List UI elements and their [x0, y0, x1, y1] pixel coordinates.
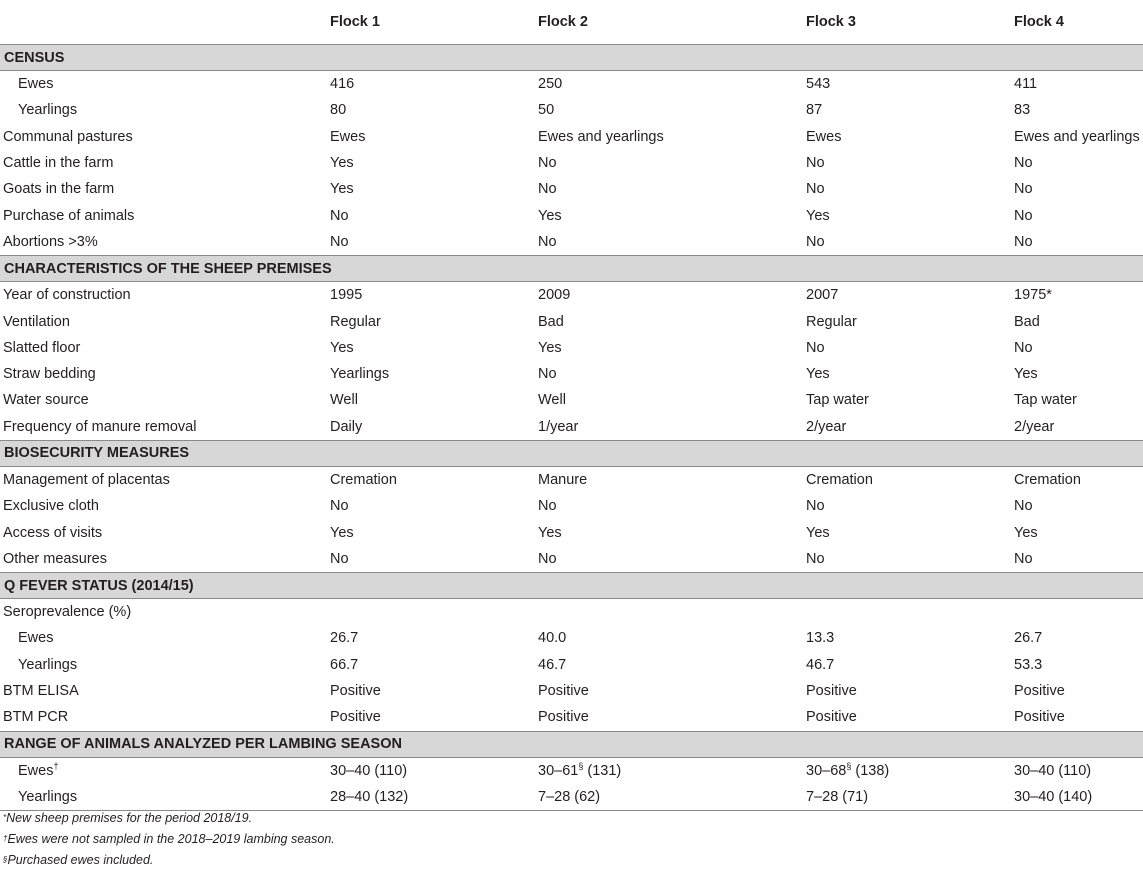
cell-flock-1: Positive: [330, 709, 381, 726]
cell-flock-4: 30–40 (140): [1014, 784, 1143, 811]
cell-flock-1: Cremation: [330, 472, 397, 488]
cell-flock-1: 1995: [330, 287, 363, 304]
cell-flock-4: 411: [1014, 76, 1038, 93]
table-row: [0, 546, 1143, 573]
cell-flock-4: Positive: [1014, 709, 1065, 726]
row-label-text: Purchase of animals: [3, 207, 135, 224]
cell-flock-4: 2/year: [1014, 418, 1055, 435]
cell-flock-4: 53.3: [1014, 656, 1043, 673]
cell-flock-1: No: [330, 207, 349, 224]
cell-flock-2: No: [538, 155, 557, 172]
cell-flock-1: Daily: [330, 418, 363, 435]
cell-flock-1: Yes: [330, 339, 354, 356]
section-header-row: [0, 731, 1143, 757]
table-row: [0, 361, 1143, 387]
cell-flock-1: 80: [330, 102, 347, 119]
cell-flock-1: Positive: [330, 683, 381, 700]
footnote-text: Ewes were not sampled in the 2018–2019 lambing season.: [7, 832, 335, 846]
table-row: [0, 784, 1143, 811]
footnote-mark: †: [3, 834, 8, 843]
row-label: [0, 361, 330, 387]
cell-flock-2: 7–28 (62): [538, 784, 806, 811]
table-row: [0, 202, 1143, 228]
cell-flock-1: Yes: [330, 181, 354, 198]
cell-flock-3: 2007: [806, 287, 839, 304]
row-label-text: Management of placentas: [3, 472, 170, 488]
section-header-row: [0, 256, 1143, 282]
cell-flock-2: 50: [538, 102, 555, 119]
table-row: [0, 387, 1143, 413]
cell-flock-4: No: [1014, 498, 1033, 515]
cell-flock-4: No: [1014, 155, 1033, 172]
cell-flock-3: 30–68§ (138): [806, 760, 890, 779]
cell-flock-1: No: [330, 233, 349, 250]
row-label: [0, 678, 330, 704]
table-row: [0, 414, 1143, 441]
table-row: [0, 335, 1143, 361]
footnote: [3, 808, 335, 829]
table-row: [0, 652, 1143, 678]
cell-flock-2: Yes: [538, 524, 562, 541]
cell-flock-4: No: [1014, 550, 1033, 567]
row-label: [0, 546, 330, 573]
section-title: RANGE OF ANIMALS ANALYZED PER LAMBING SEASON: [0, 731, 1143, 757]
table-row: [0, 599, 1143, 626]
header-flock-2: Flock 2: [538, 14, 588, 30]
row-label-text: Cattle in the farm: [3, 155, 114, 172]
row-label-text: Yearlings: [18, 788, 78, 805]
table-row: [0, 229, 1143, 256]
cell-flock-2: No: [538, 233, 557, 250]
table-row: [0, 71, 1143, 98]
section-title: BIOSECURITY MEASURES: [0, 440, 1143, 466]
row-label: [0, 757, 330, 784]
cell-flock-4: No: [1014, 207, 1033, 224]
cell-flock-2: 1/year: [538, 418, 579, 435]
footnote-text: Purchased ewes included.: [7, 853, 154, 867]
cell-flock-2: 40.0: [538, 630, 567, 647]
footnote: [3, 850, 335, 871]
row-label: [0, 784, 330, 811]
cell-flock-2: No: [538, 181, 557, 198]
section-header-row: [0, 573, 1143, 599]
cell-flock-4: Tap water: [1014, 392, 1077, 409]
cell-flock-3: Tap water: [806, 392, 869, 409]
cell-flock-4: Yes: [1014, 366, 1038, 383]
row-label-text: Access of visits: [3, 524, 103, 541]
cell-flock-2: Yes: [538, 207, 562, 224]
row-label: [0, 414, 330, 441]
cell-flock-1: Yearlings: [330, 366, 390, 383]
cell-flock-3: 87: [806, 102, 823, 119]
cell-flock-3: No: [806, 339, 825, 356]
row-label: [0, 282, 330, 309]
row-label: [0, 599, 330, 626]
footnote-mark: §: [578, 760, 584, 771]
cell-flock-2: No: [538, 366, 557, 383]
cell-flock-1: Regular: [330, 313, 381, 330]
row-label: [0, 387, 330, 413]
row-label-text: Frequency of manure removal: [3, 418, 197, 435]
row-label: [0, 335, 330, 361]
cell-flock-2: No: [538, 550, 557, 567]
cell-flock-3: 13.3: [806, 630, 835, 647]
cell-flock-3: No: [806, 550, 825, 567]
cell-flock-3: Positive: [806, 709, 857, 726]
cell-flock-1: 26.7: [330, 630, 359, 647]
cell-flock-4: No: [1014, 233, 1033, 250]
row-label: [0, 493, 330, 519]
cell-flock-4: 26.7: [1014, 630, 1043, 647]
cell-flock-3: No: [806, 233, 825, 250]
row-label-text: BTM PCR: [3, 709, 69, 726]
cell-flock-2: Ewes and yearlings: [538, 128, 664, 145]
section-title: Q FEVER STATUS (2014/15): [0, 573, 1143, 599]
cell-flock-1: Yes: [330, 155, 354, 172]
row-label-text: Seroprevalence (%): [3, 604, 132, 621]
cell-flock-2: No: [538, 498, 557, 515]
cell-flock-4: Positive: [1014, 683, 1065, 700]
cell-flock-3: Ewes: [806, 128, 842, 145]
cell-flock-3: Regular: [806, 313, 857, 330]
cell-flock-1: No: [330, 498, 349, 515]
header-blank-cell: [0, 0, 330, 45]
table-row: [0, 176, 1143, 202]
cell-flock-3: No: [806, 181, 825, 198]
row-label: [0, 704, 330, 731]
cell-flock-2: Well: [538, 392, 566, 409]
cell-flock-4: Bad: [1014, 313, 1040, 330]
cell-flock-1: 28–40 (132): [330, 784, 538, 811]
footnote: [3, 829, 335, 850]
row-label-text: Abortions >3%: [3, 233, 98, 250]
table-row: [0, 308, 1143, 334]
cell-flock-2: 30–61§ (131): [538, 760, 622, 779]
cell-flock-3: 7–28 (71): [806, 784, 1014, 811]
cell-flock-3: 46.7: [806, 656, 835, 673]
cell-flock-3: 2/year: [806, 418, 847, 435]
row-label-text: BTM ELISA: [3, 683, 79, 700]
cell-flock-1: 30–40 (110): [330, 762, 408, 779]
cell-flock-2: Bad: [538, 313, 564, 330]
row-label: [0, 466, 330, 493]
footnote-mark: §: [846, 760, 852, 771]
cell-flock-4: 83: [1014, 102, 1031, 119]
row-label-text: Yearlings: [18, 656, 78, 673]
row-label: [0, 652, 330, 678]
cell-flock-3: No: [806, 498, 825, 515]
cell-flock-2: 46.7: [538, 656, 567, 673]
table-row: [0, 757, 1143, 784]
table-row: [0, 97, 1143, 123]
row-label-text: Ewes: [18, 630, 54, 647]
cell-flock-2: Yes: [538, 339, 562, 356]
cell-flock-4: 1975*: [1014, 287, 1052, 304]
footnotes: [3, 808, 335, 871]
footnote-mark: *: [3, 813, 7, 822]
cell-flock-3: Yes: [806, 524, 830, 541]
row-label-text: Slatted floor: [3, 339, 81, 356]
cell-flock-2: Positive: [538, 683, 589, 700]
row-label: [0, 71, 330, 98]
cell-flock-3: Positive: [806, 683, 857, 700]
table-row: [0, 493, 1143, 519]
table-row: [0, 466, 1143, 493]
row-label-text: Yearlings: [18, 102, 78, 119]
cell-flock-1: Well: [330, 392, 358, 409]
cell-flock-2: 250: [538, 76, 563, 93]
row-label: [0, 229, 330, 256]
header-flock-1: Flock 1: [330, 14, 380, 30]
row-label-text: Communal pastures: [3, 128, 133, 145]
cell-flock-3: No: [806, 155, 825, 172]
cell-flock-3: Cremation: [806, 472, 873, 488]
header-flock-3: Flock 3: [806, 14, 856, 30]
cell-flock-2: Positive: [538, 709, 589, 726]
row-label-text: Ventilation: [3, 313, 70, 330]
section-title: CENSUS: [0, 45, 1143, 71]
cell-flock-1: Yes: [330, 524, 354, 541]
row-label: [0, 124, 330, 150]
header-row: [0, 0, 1143, 45]
footnote-mark: †: [53, 760, 59, 771]
cell-flock-1: [330, 599, 538, 626]
footnote-mark: §: [3, 855, 8, 864]
section-header-row: [0, 440, 1143, 466]
cell-flock-2: Manure: [538, 472, 588, 488]
row-label-text: Other measures: [3, 550, 107, 567]
row-label: [0, 176, 330, 202]
cell-flock-3: [806, 599, 1014, 626]
row-label: [0, 150, 330, 176]
cell-flock-4: Cremation: [1014, 472, 1081, 488]
row-label: [0, 625, 330, 651]
row-label: [0, 97, 330, 123]
table-row: [0, 678, 1143, 704]
section-title: CHARACTERISTICS OF THE SHEEP PREMISES: [0, 256, 1143, 282]
footnote-text: New sheep premises for the period 2018/19.: [6, 811, 253, 825]
table-body: [0, 45, 1143, 811]
cell-flock-4: [1014, 599, 1143, 626]
cell-flock-3: Yes: [806, 366, 830, 383]
row-label: [0, 519, 330, 545]
cell-flock-1: Ewes: [330, 128, 366, 145]
table-row: [0, 625, 1143, 651]
row-label-text: Water source: [3, 392, 89, 409]
row-label: [0, 308, 330, 334]
section-header-row: [0, 45, 1143, 71]
cell-flock-4: No: [1014, 339, 1033, 356]
row-label-text: Straw bedding: [3, 366, 96, 383]
table-row: [0, 124, 1143, 150]
cell-flock-1: No: [330, 550, 349, 567]
row-label-text: Ewes: [18, 762, 54, 779]
cell-flock-3: Yes: [806, 207, 830, 224]
cell-flock-4: Yes: [1014, 524, 1038, 541]
header-flock-4: Flock 4: [1014, 14, 1064, 30]
cell-flock-1: 416: [330, 76, 355, 93]
cell-flock-3: 543: [806, 76, 831, 93]
table-row: [0, 704, 1143, 731]
table-row: [0, 519, 1143, 545]
row-label: [0, 202, 330, 228]
row-label-text: Ewes: [18, 76, 54, 93]
cell-flock-2: [538, 599, 806, 626]
table-row: [0, 150, 1143, 176]
row-label-text: Exclusive cloth: [3, 498, 99, 515]
row-label-text: Year of construction: [3, 287, 131, 304]
cell-flock-4: 30–40 (110): [1014, 762, 1092, 779]
cell-flock-1: 66.7: [330, 656, 359, 673]
cell-flock-4: Ewes and yearlings: [1014, 128, 1140, 145]
cell-flock-4: No: [1014, 181, 1033, 198]
cell-flock-2: 2009: [538, 287, 571, 304]
table-row: [0, 282, 1143, 309]
row-label-text: Goats in the farm: [3, 181, 115, 198]
